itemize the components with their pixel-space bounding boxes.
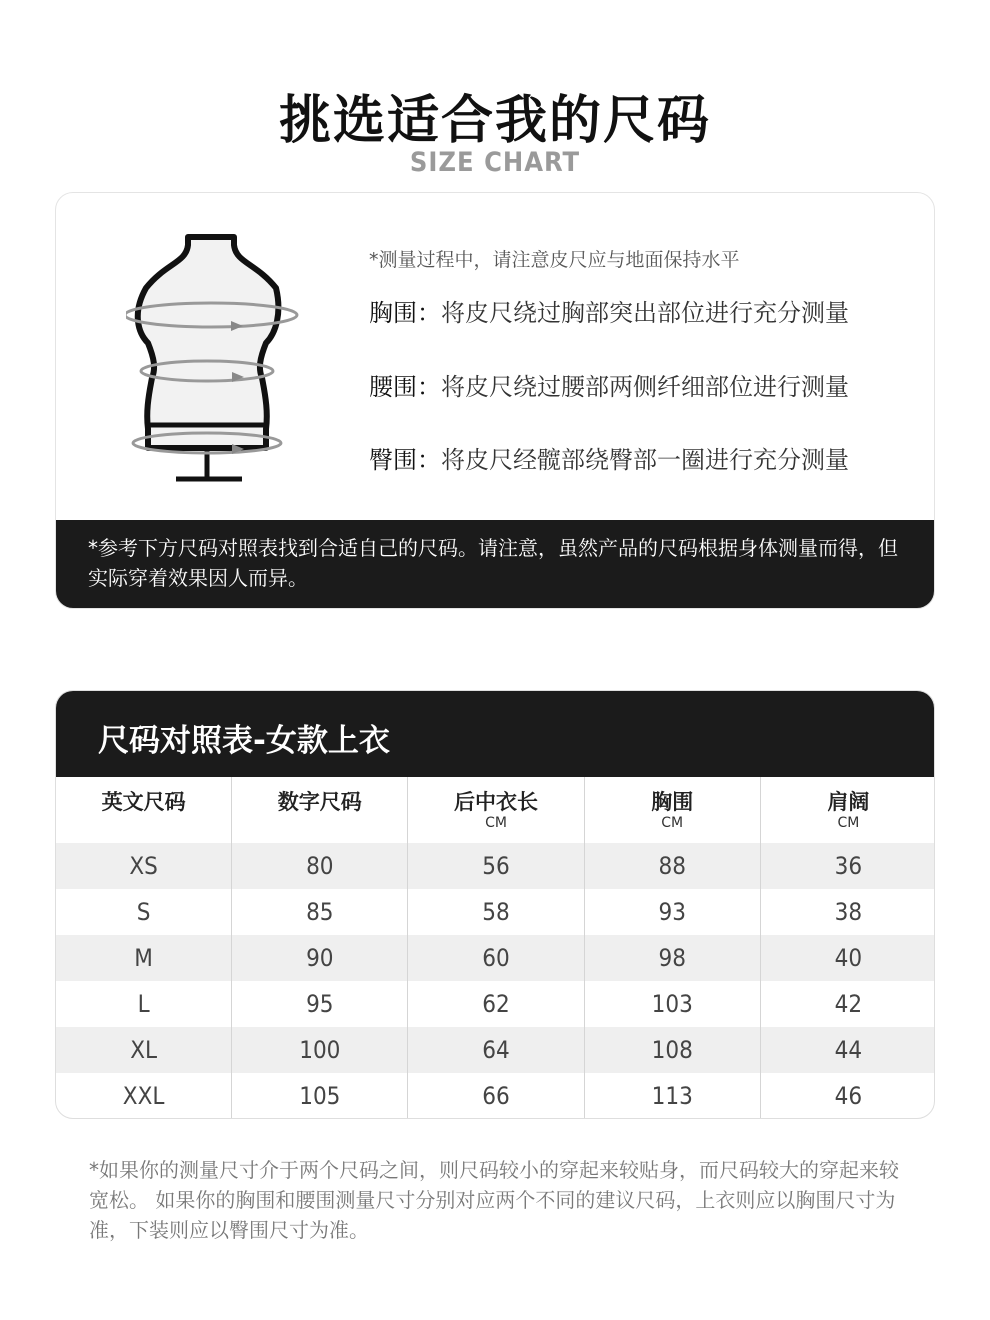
table-row <box>56 1027 935 1073</box>
waist-label: 腰围： <box>369 373 441 401</box>
table-cell: M <box>56 935 232 981</box>
table-cell: 38 <box>834 898 863 926</box>
table-cell: 62 <box>408 981 584 1027</box>
table-cell: 113 <box>585 1073 761 1119</box>
hip-label: 臀围： <box>369 446 441 474</box>
table-row <box>56 1073 935 1119</box>
column-unit: CM <box>485 815 507 831</box>
size-table-card <box>55 690 935 1119</box>
table-cell: S <box>56 889 232 935</box>
table-cell: 40 <box>834 944 863 972</box>
chest-instruction: 将皮尺绕过胸部突出部位进行充分测量 <box>441 299 849 327</box>
column-header <box>408 777 584 843</box>
table-cell: 66 <box>408 1073 584 1119</box>
table-cell: 85 <box>232 889 408 935</box>
table-cell: 93 <box>585 889 761 935</box>
hip-instruction: 将皮尺经髋部绕臀部一圈进行充分测量 <box>441 446 849 474</box>
table-cell: 46 <box>834 1082 863 1110</box>
column-unit: CM <box>661 815 684 831</box>
table-cell: 105 <box>232 1073 408 1119</box>
size-table <box>56 777 935 1119</box>
column-header <box>761 777 935 843</box>
measurement-guide-card <box>55 192 935 609</box>
measure-footer-note: *参考下方尺码对照表找到合适自己的尺码。请注意，虽然产品的尺码根据身体测量而得，但实际穿着效果因人而异。 <box>56 520 935 609</box>
table-row <box>56 889 935 935</box>
table-row <box>56 843 935 889</box>
size-table-title: 尺码对照表-女款上衣 <box>56 691 935 777</box>
table-cell: 80 <box>232 843 408 889</box>
table-cell: XS <box>56 843 232 889</box>
table-cell: 64 <box>408 1027 584 1073</box>
table-cell: 98 <box>585 935 761 981</box>
table-cell: XL <box>56 1027 232 1073</box>
size-footnote: *如果你的测量尺寸介于两个尺码之间，则尺码较小的穿起来较贴身，而尺码较大的穿起来较宽松。 如果你的胸围和腰围测量尺寸分别对应两个不同的建议尺码，上衣则应以胸围尺寸为准，下装则应以臀围尺寸为准。 <box>89 1158 899 1242</box>
column-header <box>585 777 761 843</box>
table-cell: 56 <box>408 843 584 889</box>
table-cell: 108 <box>585 1027 761 1073</box>
column-unit: CM <box>837 815 860 831</box>
column-name: 胸围 <box>651 790 694 814</box>
column-name: 英文尺码 <box>101 790 186 814</box>
table-cell: XXL <box>56 1073 232 1119</box>
mannequin-icon <box>126 233 306 483</box>
table-cell: 100 <box>232 1027 408 1073</box>
waist-instruction: 将皮尺绕过腰部两侧纤细部位进行测量 <box>441 373 849 401</box>
table-row <box>56 935 935 981</box>
table-cell: 36 <box>834 852 863 880</box>
table-cell: 88 <box>585 843 761 889</box>
waist-measure-line <box>369 367 849 402</box>
page-title: 挑选适合我的尺码 <box>278 91 711 151</box>
table-cell: 58 <box>408 889 584 935</box>
table-cell: 90 <box>232 935 408 981</box>
table-header-row <box>56 777 935 843</box>
page-subtitle: SIZE CHART <box>409 147 581 178</box>
chest-label: 胸围： <box>369 299 441 327</box>
chest-measure-line <box>369 293 849 328</box>
column-name: 后中衣长 <box>454 790 538 814</box>
column-name: 数字尺码 <box>277 790 362 814</box>
measure-note: *测量过程中，请注意皮尺应与地面保持水平 <box>369 249 740 271</box>
table-cell: 60 <box>408 935 584 981</box>
column-header <box>232 777 408 843</box>
table-cell: 42 <box>834 990 863 1018</box>
table-cell: 95 <box>232 981 408 1027</box>
table-cell: 44 <box>834 1036 863 1064</box>
column-name: 肩阔 <box>827 790 870 814</box>
table-row <box>56 981 935 1027</box>
table-cell: 103 <box>585 981 761 1027</box>
table-cell: L <box>56 981 232 1027</box>
hip-measure-line <box>369 440 849 475</box>
column-header <box>56 777 232 843</box>
